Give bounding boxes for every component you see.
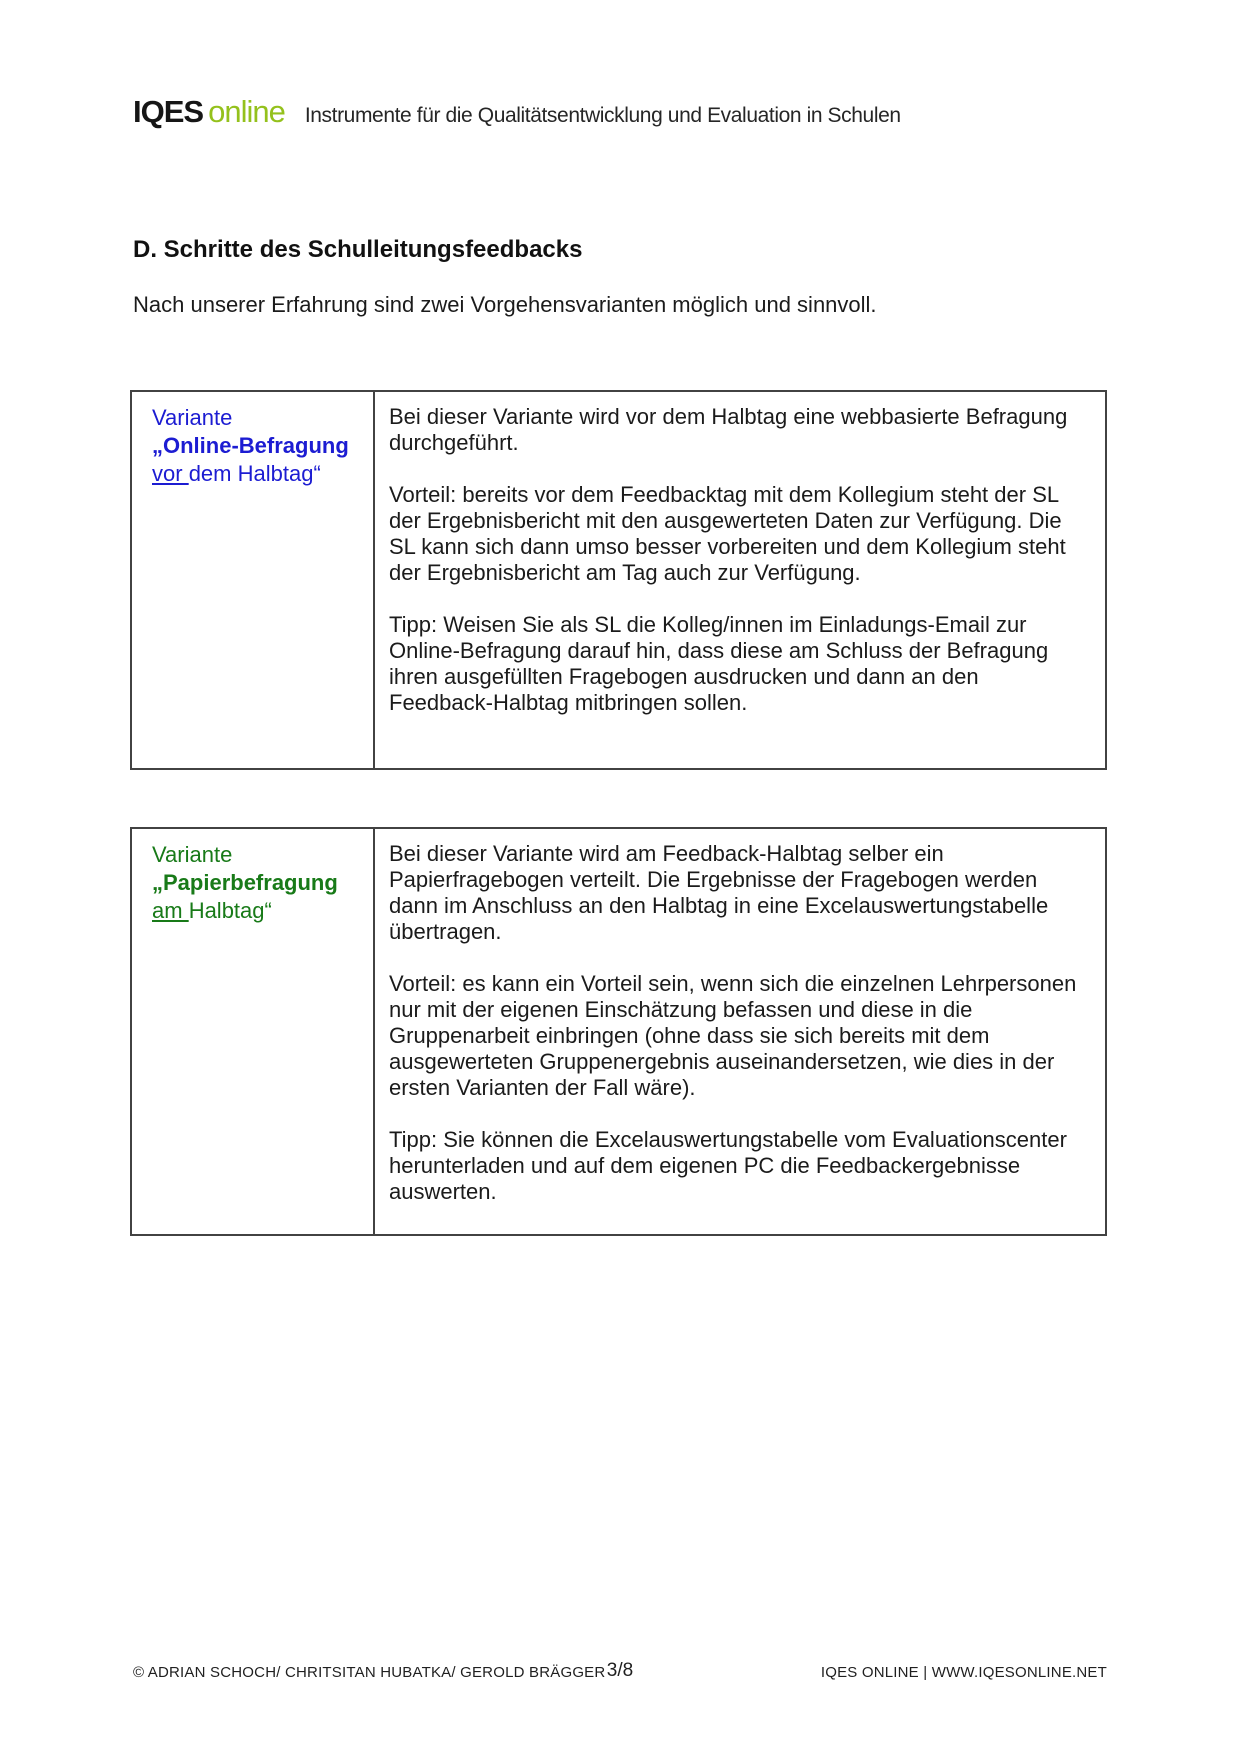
- variant-label-line3: [152, 897, 363, 925]
- logo-online-text: online: [208, 94, 285, 129]
- variant-label-line1: Variante: [152, 842, 233, 867]
- variant-underlined-word: vor: [152, 461, 189, 486]
- open-quote: „: [152, 870, 163, 895]
- description-paragraph: Bei dieser Variante wird am Feedback-Halbtag selber ein Papierfragebogen verteilt. Die Ergebnisse der Fragebogen werden dann im Anschluss an den Halbtag in eine Excelauswertungstabelle übertragen.: [389, 841, 1049, 944]
- variant-name: Online-Befragung: [163, 433, 349, 458]
- variant-name-line: [152, 432, 363, 460]
- header-tagline: Instrumente für die Qualitätsentwicklung und Evaluation in Schulen: [304, 104, 901, 127]
- description-paragraph: Bei dieser Variante wird vor dem Halbtag eine webbasierte Befragung durchgeführt.: [389, 404, 1068, 455]
- variant-label-line3: [152, 460, 363, 488]
- intro-paragraph: Nach unserer Erfahrung sind zwei Vorgehensvarianten möglich und sinnvoll.: [133, 292, 877, 317]
- variant-label-cell: [132, 392, 375, 768]
- footer-copyright: © ADRIAN SCHOCH/ CHRITSITAN HUBATKA/ GEROLD BRÄGGER: [133, 1664, 606, 1681]
- tip-paragraph: Tipp: Sie können die Excelauswertungstabelle vom Evaluationscenter herunterladen und auf dem eigenen PC die Feedbackergebnisse auswerten.: [389, 1127, 1067, 1204]
- page-header: [133, 94, 901, 130]
- variant-rest: Halbtag: [188, 898, 265, 923]
- variant-table-paper: [130, 827, 1107, 1236]
- close-quote: “: [313, 461, 321, 486]
- variant-description-cell: [375, 829, 1105, 1234]
- variant-table-online: [130, 390, 1107, 770]
- variant-description-cell: [375, 392, 1105, 768]
- variant-name: Papierbefragung: [163, 870, 338, 895]
- advantage-paragraph: Vorteil: bereits vor dem Feedbacktag mit dem Kollegium steht der SL der Ergebnisbericht mit den ausgewerteten Daten zur Verfügung. Die SL kann sich dann umso besser vorbereiten und dem Kollegium steht der Ergebnisbericht am Tag auch zur Verfügung.: [389, 482, 1066, 585]
- advantage-paragraph: Vorteil: es kann ein Vorteil sein, wenn sich die einzelnen Lehrpersonen nur mit der eigenen Einschätzung befassen und diese in die Gruppenarbeit einbringen (ohne dass sie sich bereits mit dem ausgewerteten Gruppenergebnis auseinandersetzen, wie dies in der ersten Varianten der Fall wäre).: [389, 971, 1077, 1100]
- iqes-logo: [133, 94, 285, 130]
- variant-label-cell: [132, 829, 375, 1234]
- variant-label-line1: Variante: [152, 405, 233, 430]
- footer-page-number: 3/8: [606, 1660, 634, 1681]
- variant-underlined-word: am: [152, 898, 189, 923]
- footer-site: IQES ONLINE | WWW.IQESONLINE.NET: [820, 1664, 1107, 1681]
- open-quote: „: [152, 433, 163, 458]
- variant-name-line: [152, 869, 363, 897]
- variant-rest: dem Halbtag: [188, 461, 314, 486]
- section-heading: D. Schritte des Schulleitungsfeedbacks: [133, 236, 583, 263]
- close-quote: “: [264, 898, 272, 923]
- tip-paragraph: Tipp: Weisen Sie als SL die Kolleg/innen im Einladungs-Email zur Online-Befragung darauf hin, dass diese am Schluss der Befragung ihren ausgefüllten Fragebogen ausdrucken und dann an den Feedback-Halbtag mitbringen sollen.: [389, 612, 1049, 715]
- logo-iqes-text: IQES: [133, 94, 204, 129]
